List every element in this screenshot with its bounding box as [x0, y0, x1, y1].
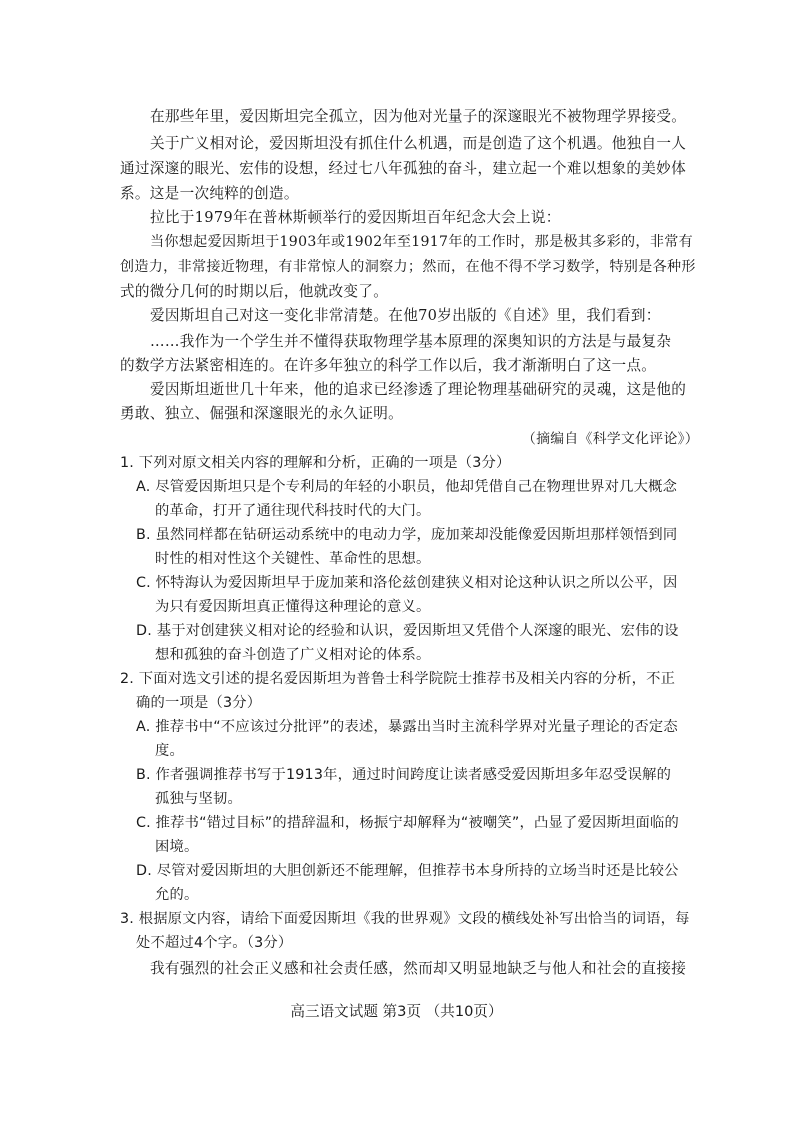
question-2-option-a-cont: 度。	[155, 743, 184, 759]
passage-paragraph: 关于广义相对论，爱因斯坦没有抓住什么机遇，而是创造了这个机遇。他独自一人	[150, 135, 687, 152]
passage-line: 勇敢、独立、倔强和深邃眼光的永久证明。	[120, 405, 403, 422]
question-2-option-c-cont: 困境。	[155, 839, 199, 855]
question-2-option-c: C. 推荐书“错过目标”的措辞温和，杨振宁却解释为“被嘲笑”，凸显了爱因斯坦面临的	[136, 815, 679, 831]
passage-quote-line: 式的微分几何的时期以后，他就改变了。	[120, 283, 389, 300]
passage-paragraph: 爱因斯坦自己对这一变化非常清楚。在他70岁出版的《自述》里，我们看到：	[150, 307, 661, 324]
question-2-stem: 2. 下面对选文引述的提名爱因斯坦为普鲁士科学院院士推荐书及相关内容的分析，不正	[120, 671, 676, 687]
passage-line: 通过深邃的眼光、宏伟的设想，经过七八年孤独的奋斗，建立起一个难以想象的美妙体	[120, 160, 686, 177]
passage-quote-line: 创造力，非常接近物理，有非常惊人的洞察力；然而，在他不得不学习数学，特别是各种形	[120, 259, 696, 275]
question-2-stem-cont: 确的一项是（3分）	[136, 695, 262, 711]
page-footer: 高三语文试题 第3页 （共10页）	[290, 1003, 503, 1020]
passage-quote: 当你想起爱因斯坦于1903年或1902年至1917年的工作时，那是极其多彩的，非常有	[150, 234, 694, 250]
passage-quote-line: 的数学方法紧密相连的。在许多年独立的科学工作以后，我才渐渐明白了这一点。	[120, 357, 657, 374]
question-1-option-a-cont: 的革命，打开了通往现代科技时代的大门。	[155, 503, 431, 519]
question-1-option-d: D. 基于对创建狭义相对论的经验和认识，爱因斯坦又凭借个人深邃的眼光、宏伟的设	[136, 623, 679, 639]
passage-paragraph: 爱因斯坦逝世几十年来，他的追求已经渗透了理论物理基础研究的灵魂，这是他的	[150, 381, 687, 398]
question-2-option-b: B. 作者强调推荐书写于1913年，通过时间跨度让读者感受爱因斯坦多年忍受误解的	[136, 767, 672, 783]
question-2-option-d: D. 尽管对爱因斯坦的大胆创新还不能理解，但推荐书本身所持的立场当时还是比较公	[136, 863, 679, 879]
question-1-option-a: A. 尽管爱因斯坦只是个专利局的年轻的小职员，他却凭借自己在物理世界对几大概念	[136, 479, 678, 495]
question-1-option-c: C. 怀特海认为爱因斯坦早于庞加莱和洛伦兹创建狭义相对论这种认识之所以公平，因	[136, 575, 678, 591]
question-2-option-b-cont: 孤独与坚韧。	[155, 791, 242, 807]
passage-paragraph: 在那些年里，爱因斯坦完全孤立，因为他对光量子的深邃眼光不被物理学界接受。	[150, 108, 687, 125]
question-2-option-a: A. 推荐书中“不应该过分批评”的表述，暴露出当时主流科学界对光量子理论的否定态	[136, 719, 678, 735]
question-1-option-d-cont: 想和孤独的奋斗创造了广义相对论的体系。	[155, 647, 431, 663]
question-1-option-c-cont: 为只有爱因斯坦真正懂得这种理论的意义。	[155, 599, 431, 615]
passage-source: （摘编自《科学文化评论》）	[522, 431, 699, 447]
question-1-option-b: B. 虽然同样都在钻研运动系统中的电动力学，庞加莱却没能像爱因斯坦那样领悟到同	[136, 527, 678, 543]
question-1-stem: 1. 下列对原文相关内容的理解和分析，正确的一项是（3分）	[120, 455, 511, 471]
question-3-text: 我有强烈的社会正义感和社会责任感，然而却又明显地缺乏与他人和社会的直接接	[150, 960, 687, 977]
passage-quote: ……我作为一个学生并不懂得获取物理学基本原理的深奥知识的方法是与最复杂	[150, 333, 672, 350]
passage-line: 系。这是一次纯粹的创造。	[120, 185, 299, 202]
question-2-option-d-cont: 允的。	[155, 887, 199, 903]
question-3-stem: 3. 根据原文内容，请给下面爱因斯坦《我的世界观》文段的横线处补写出恰当的词语，每	[120, 911, 690, 927]
question-3-stem-cont: 处不超过4个字。（3分）	[136, 935, 293, 951]
question-1-option-b-cont: 时性的相对性这个关键性、革命性的思想。	[155, 551, 431, 567]
passage-paragraph: 拉比于1979年在普林斯顿举行的爱因斯坦百年纪念大会上说：	[150, 209, 561, 226]
